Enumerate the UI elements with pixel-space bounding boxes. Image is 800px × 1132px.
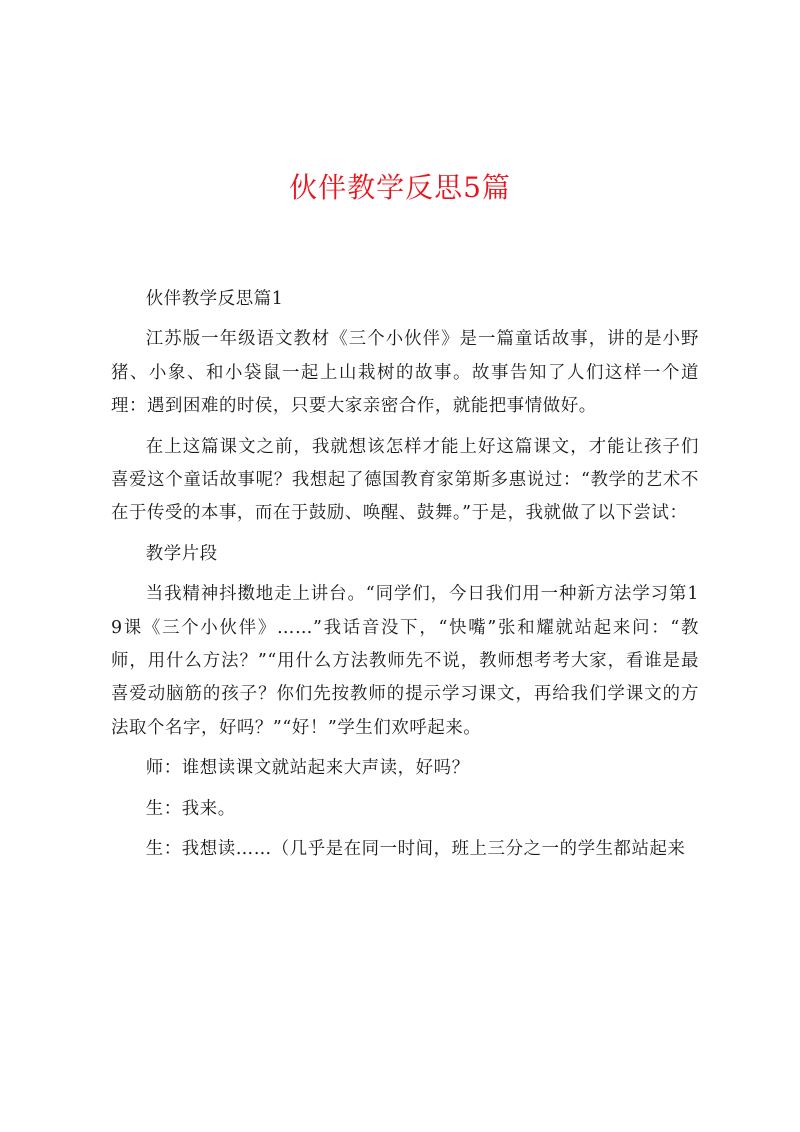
section-heading: 伙伴教学反思篇1: [145, 289, 284, 309]
dialogue-line: 师：谁想读课文就站起来大声读，好吗？: [145, 758, 470, 779]
paragraph: 在上这篇课文之前，我就想该怎样才能上好这篇课文，才能让孩子们喜爱这个童话故事呢？我想起了德国教育家第斯多惠说过：“教学的艺术不在于传受的本事，而在于鼓励、唤醒、鼓舞。”于是，我就做了以下尝试：: [111, 436, 699, 524]
subsection-heading: 教学片段: [145, 543, 218, 564]
document-body: [111, 283, 699, 874]
paragraph: 当我精神抖擞地走上讲台。“同学们，今日我们用一种新方法学习第19课《三个小伙伴》……”我话音没下，“快嘴”张和耀就站起来问：“教师，用什么方法？”“用什么方法教师先不说，教师想考考大家，看谁是最喜爱动脑筋的孩子？你们先按教师的提示学习课文，再给我们学课文的方法取个名字，好吗？”“好！”学生们欢呼起来。: [111, 584, 699, 738]
document-title: 伙伴教学反思5篇: [289, 171, 511, 204]
dialogue-line: 生：我想读……（几乎是在同一时间，班上三分之一的学生都站起来: [145, 839, 686, 860]
paragraph: 江苏版一年级语文教材《三个小伙伴》是一篇童话故事，讲的是小野猪、小象、和小袋鼠一起上山栽树的故事。故事告知了人们这样一个道理：遇到困难的时侯，只要大家亲密合作，就能把事情做好。: [111, 329, 699, 417]
dialogue-line: 生：我来。: [145, 798, 236, 819]
